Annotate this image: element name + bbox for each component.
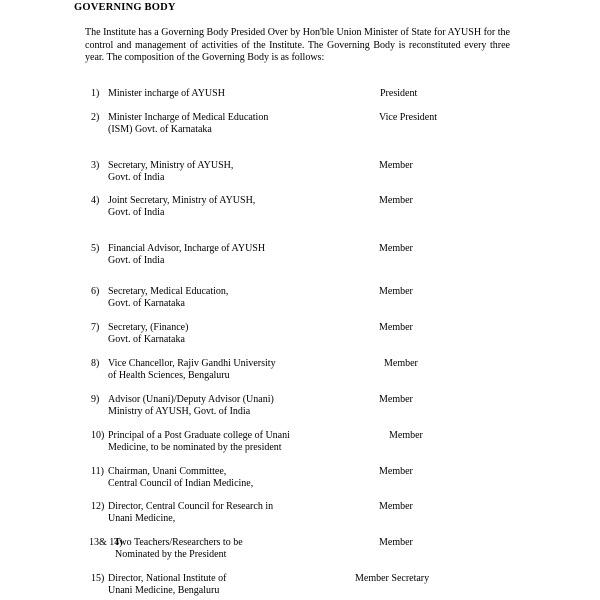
- member-role: Member: [379, 243, 413, 254]
- member-number: 10): [91, 430, 105, 441]
- member-description: [114, 537, 243, 561]
- member-number: 6): [91, 286, 100, 297]
- member-description: [108, 394, 274, 418]
- intro-paragraph: The Institute has a Governing Body Presided Over by Hon'ble Union Minister of State for AYUSH for the control and management of activities of the Institute. The Governing Body is reconstituted every three year. The composition of the Governing Body is as follows:: [85, 27, 510, 63]
- member-description: [108, 573, 226, 597]
- member-line2: Nominated by the President: [115, 549, 227, 560]
- member-description: [108, 243, 265, 267]
- member-description: [108, 501, 273, 525]
- member-line1: Minister incharge of AYUSH: [108, 88, 225, 99]
- member-line1: Secretary, (Finance): [108, 322, 189, 333]
- member-line2: Medicine, to be nominated by the president: [108, 442, 282, 453]
- member-line2: Central Council of Indian Medicine,: [108, 478, 254, 489]
- member-line2: Govt. of India: [108, 172, 165, 183]
- member-number: 7): [91, 322, 100, 333]
- member-description: [108, 466, 253, 490]
- member-line1: Minister Incharge of Medical Education: [108, 112, 269, 123]
- member-role: Member: [379, 537, 413, 548]
- member-line1: Director, Central Council for Research in: [108, 501, 274, 512]
- member-line1: Chairman, Unani Committee,: [108, 466, 227, 477]
- member-line1: Director, National Institute of: [108, 573, 227, 584]
- member-description: [108, 358, 276, 382]
- member-line1: Secretary, Ministry of AYUSH,: [108, 160, 234, 171]
- member-role: Member: [379, 466, 413, 477]
- member-description: [108, 195, 255, 219]
- member-number: 5): [91, 243, 100, 254]
- member-number: 12): [91, 501, 105, 512]
- member-line2: Govt. of Karnataka: [108, 334, 185, 345]
- member-number: 13& 14): [89, 537, 123, 548]
- member-line1: Advisor (Unani)/Deputy Advisor (Unani): [108, 394, 274, 405]
- member-line2: Govt. of India: [108, 207, 165, 218]
- member-line1: Two Teachers/Researchers to be: [114, 537, 243, 548]
- member-number: 3): [91, 160, 100, 171]
- member-role: Vice President: [379, 112, 437, 123]
- member-number: 2): [91, 112, 100, 123]
- member-line1: Secretary, Medical Education,: [108, 286, 229, 297]
- member-line1: Joint Secretary, Ministry of AYUSH,: [108, 195, 256, 206]
- member-role: Member: [379, 195, 413, 206]
- member-role: President: [380, 88, 418, 99]
- member-description: [108, 286, 228, 310]
- member-line1: Vice Chancellor, Rajiv Gandhi University: [108, 358, 276, 369]
- member-description: [108, 430, 290, 454]
- member-number: 1): [91, 88, 100, 99]
- member-number: 4): [91, 195, 100, 206]
- member-line2: Ministry of AYUSH, Govt. of India: [108, 406, 251, 417]
- member-number: 8): [91, 358, 100, 369]
- member-line2: Unani Medicine,: [108, 513, 176, 524]
- member-role: Member Secretary: [355, 573, 430, 584]
- member-description: [108, 160, 233, 184]
- member-line2: (ISM) Govt. of Karnataka: [108, 124, 212, 135]
- member-role: Member: [379, 160, 413, 171]
- member-number: 11): [91, 466, 104, 477]
- member-line1: Financial Advisor, Incharge of AYUSH: [108, 243, 266, 254]
- member-role: Member: [379, 322, 413, 333]
- member-role: Member: [379, 394, 413, 405]
- member-role: Member: [389, 430, 423, 441]
- member-role: Member: [384, 358, 418, 369]
- member-description: [108, 322, 188, 346]
- member-line2: of Health Sciences, Bengaluru: [108, 370, 230, 381]
- member-description: [108, 112, 268, 136]
- member-line2: Unani Medicine, Bengaluru: [108, 585, 220, 596]
- member-number: 15): [91, 573, 105, 584]
- member-line2: Govt. of Karnataka: [108, 298, 185, 309]
- page-title: GOVERNING BODY: [74, 2, 176, 13]
- member-line1: Principal of a Post Graduate college of Unani: [108, 430, 290, 441]
- member-role: Member: [379, 501, 413, 512]
- member-description: [108, 88, 225, 100]
- member-role: Member: [379, 286, 413, 297]
- member-number: 9): [91, 394, 100, 405]
- member-line2: Govt. of India: [108, 255, 165, 266]
